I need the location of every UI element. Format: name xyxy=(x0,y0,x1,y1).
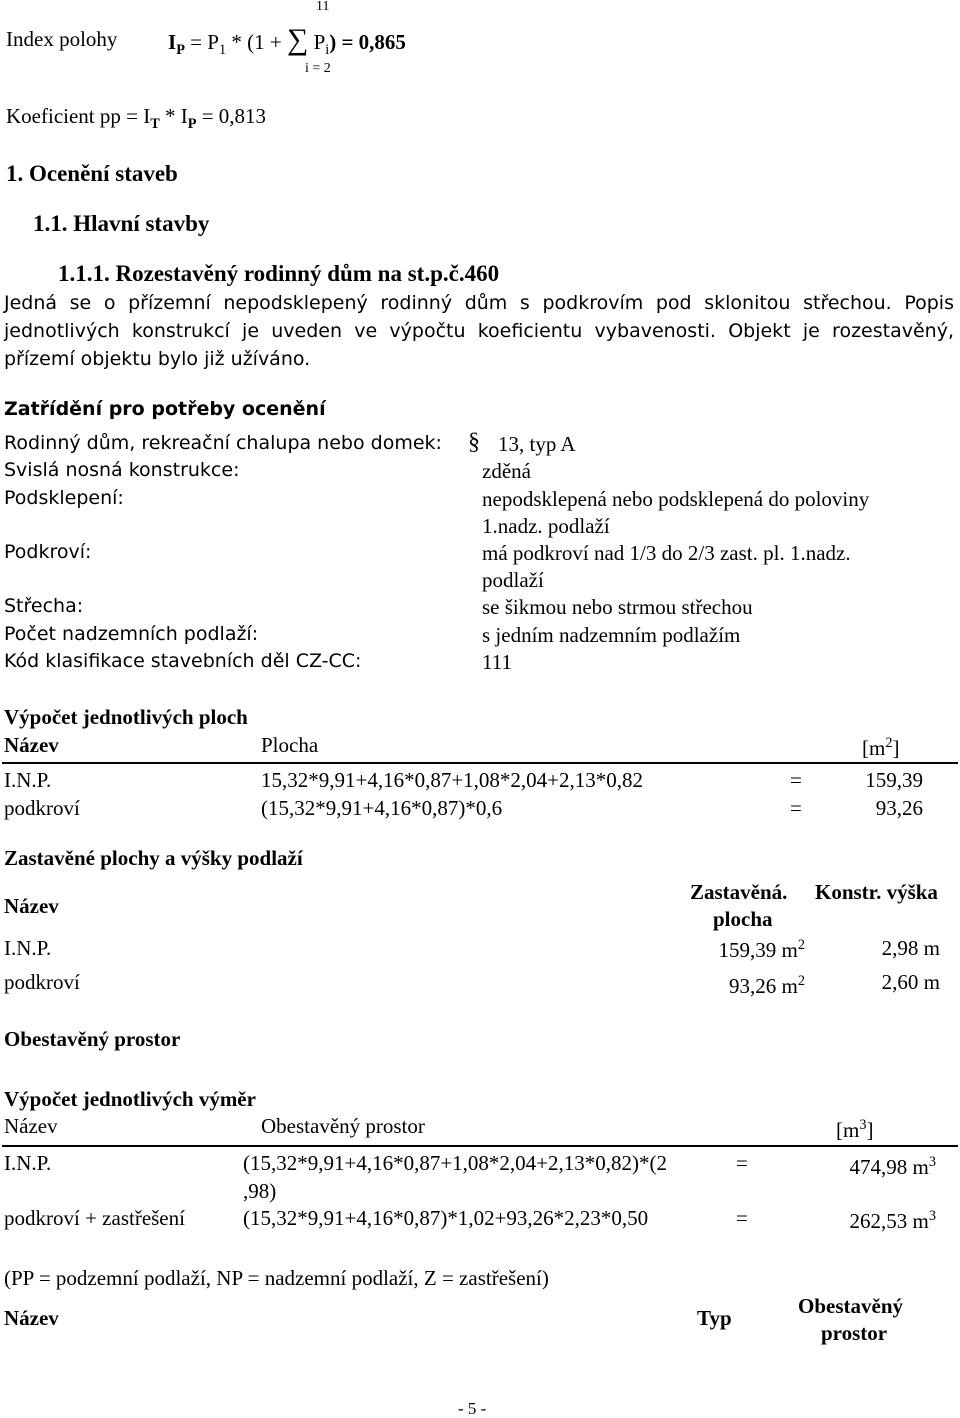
zatrideni-value: nepodsklepená nebo podsklepená do poloviny xyxy=(482,487,870,511)
zatrideni-value: má podkroví nad 1/3 do 2/3 zast. pl. 1.nadz. xyxy=(482,541,851,565)
col-header-prostor: prostor xyxy=(821,1321,888,1345)
zatrideni-label: Počet nadzemních podlaží: xyxy=(4,623,259,645)
table-cell-eq: = xyxy=(790,796,802,820)
col-header-nazev: Název xyxy=(4,894,59,918)
zatrideni-label: Svislá nosná konstrukce: xyxy=(4,459,240,481)
zatrideni-value: 13, typ A xyxy=(498,432,576,456)
col-header-konstr-vyska: Konstr. výška xyxy=(815,880,938,904)
zatrideni-value: s jedním nadzemním podlažím xyxy=(482,623,741,647)
col-header-typ: Typ xyxy=(697,1306,732,1330)
section-icon: § xyxy=(468,429,480,455)
sum-lower-limit: i = 2 xyxy=(305,61,331,76)
table-cell-eq: = xyxy=(736,1151,748,1175)
zatrideni-value: zděná xyxy=(482,459,531,483)
page-number: - 5 - xyxy=(458,1399,487,1418)
zatrideni-value: 111 xyxy=(482,650,512,674)
col-header-obestaveny: Obestavěný xyxy=(798,1294,903,1318)
description-line-3: přízemí objektu bylo již užíváno. xyxy=(4,348,311,370)
table-cell-eq: = xyxy=(790,768,802,792)
col-header-nazev: Název xyxy=(4,1306,59,1330)
table-cell-formula-cont: ,98) xyxy=(243,1179,277,1203)
zatrideni-label: Kód klasifikace stavebních děl CZ-CC: xyxy=(4,650,362,672)
col-header-zastavena: Zastavěná. xyxy=(690,880,788,904)
table-cell-formula: 15,32*9,91+4,16*0,87+1,08*2,04+2,13*0,82 xyxy=(261,768,644,792)
sum-upper-limit: 11 xyxy=(316,0,330,14)
table-cell-name: podkroví xyxy=(4,796,80,820)
heading-hlavni-stavby: 1.1. Hlavní stavby xyxy=(33,211,210,236)
col-header-plocha: Plocha xyxy=(261,733,319,757)
table-cell-formula: (15,32*9,91+4,16*0,87+1,08*2,04+2,13*0,82)*(2 xyxy=(243,1151,668,1175)
zatrideni-label: Střecha: xyxy=(4,595,84,617)
vymery-title: Výpočet jednotlivých výměr xyxy=(4,1087,256,1111)
col-header-nazev: Název xyxy=(4,733,59,757)
table-cell-value: 262,53 $m^3$ xyxy=(849,1208,936,1233)
col-header-nazev: Název xyxy=(4,1114,58,1138)
table-divider xyxy=(2,1145,958,1147)
sum-symbol-icon: ∑ xyxy=(286,23,309,56)
table-cell-value: 159,39 xyxy=(865,768,923,792)
table-divider xyxy=(2,762,958,764)
zatrideni-value-cont: 1.nadz. podlaží xyxy=(482,514,610,538)
col-header-unit: $[m^2]$ xyxy=(862,735,900,760)
col-header-unit: $[m^3]$ xyxy=(836,1117,874,1142)
zatrideni-value-cont: podlaží xyxy=(482,568,544,592)
table-cell-height: 2,98 m xyxy=(881,936,940,960)
table-cell-name: podkroví xyxy=(4,970,80,994)
table-cell-name: I.N.P. xyxy=(4,936,52,960)
description-line-1: Jedná se o přízemní nepodsklepený rodinný dům s podkrovím pod sklonitou střechou. Popis xyxy=(4,292,954,314)
table-cell-value: 474,98 $m^3$ xyxy=(849,1154,936,1179)
description-line-2: jednotlivých konstrukcí je uveden ve výpočtu koeficientu vybavenosti. Objekt je rozestavěný, xyxy=(4,320,954,342)
vypocet-ploch-title: Výpočet jednotlivých ploch xyxy=(4,705,248,729)
col-header-obestaveny: Obestavěný prostor xyxy=(261,1114,425,1138)
zatrideni-label: Podsklepení: xyxy=(4,487,124,509)
table-cell-name: I.N.P. xyxy=(4,1151,52,1175)
table-cell-name: podkroví + zastřešení xyxy=(4,1206,185,1230)
col-header-plocha: plocha xyxy=(713,907,773,931)
zastavene-title: Zastavěné plochy a výšky podlaží xyxy=(4,846,303,870)
table-cell-height: 2,60 m xyxy=(881,970,940,994)
table-cell-area: 93,26 $m^2$ xyxy=(729,973,805,998)
zatrideni-value: se šikmou nebo strmou střechou xyxy=(482,595,753,619)
koeficient-pp: Koeficient pp = $I_T * I_P = 0,813$ xyxy=(6,104,267,133)
zatrideni-label: Rodinný dům, rekreační chalupa nebo domek: xyxy=(4,432,442,454)
table-cell-area: 159,39 $m^2$ xyxy=(718,937,805,962)
legend-text: (PP = podzemní podlaží, NP = nadzemní podlaží, Z = zastřešení) xyxy=(4,1266,549,1290)
heading-oceneni-staveb: 1. Ocenění staveb xyxy=(6,161,178,186)
index-polohy-label: Index polohy xyxy=(6,27,118,51)
table-cell-eq: = xyxy=(736,1206,748,1230)
index-polohy-formula: $I_P = P_1 * (1$ + ∑ $P_i) = 0,865$ xyxy=(168,23,406,59)
heading-rozestaveny-dum: 1.1.1. Rozestavěný rodinný dům na st.p.č.460 xyxy=(58,261,500,286)
zatrideni-title: Zatřídění pro potřeby ocenění xyxy=(4,398,326,420)
table-cell-name: I.N.P. xyxy=(4,768,52,792)
table-cell-formula: (15,32*9,91+4,16*0,87)*1,02+93,26*2,23*0,50 xyxy=(243,1206,649,1230)
obestaveny-title: Obestavěný prostor xyxy=(4,1027,181,1051)
zatrideni-label: Podkroví: xyxy=(4,541,92,563)
table-cell-value: 93,26 xyxy=(875,796,923,820)
table-cell-formula: (15,32*9,91+4,16*0,87)*0,6 xyxy=(261,796,503,820)
